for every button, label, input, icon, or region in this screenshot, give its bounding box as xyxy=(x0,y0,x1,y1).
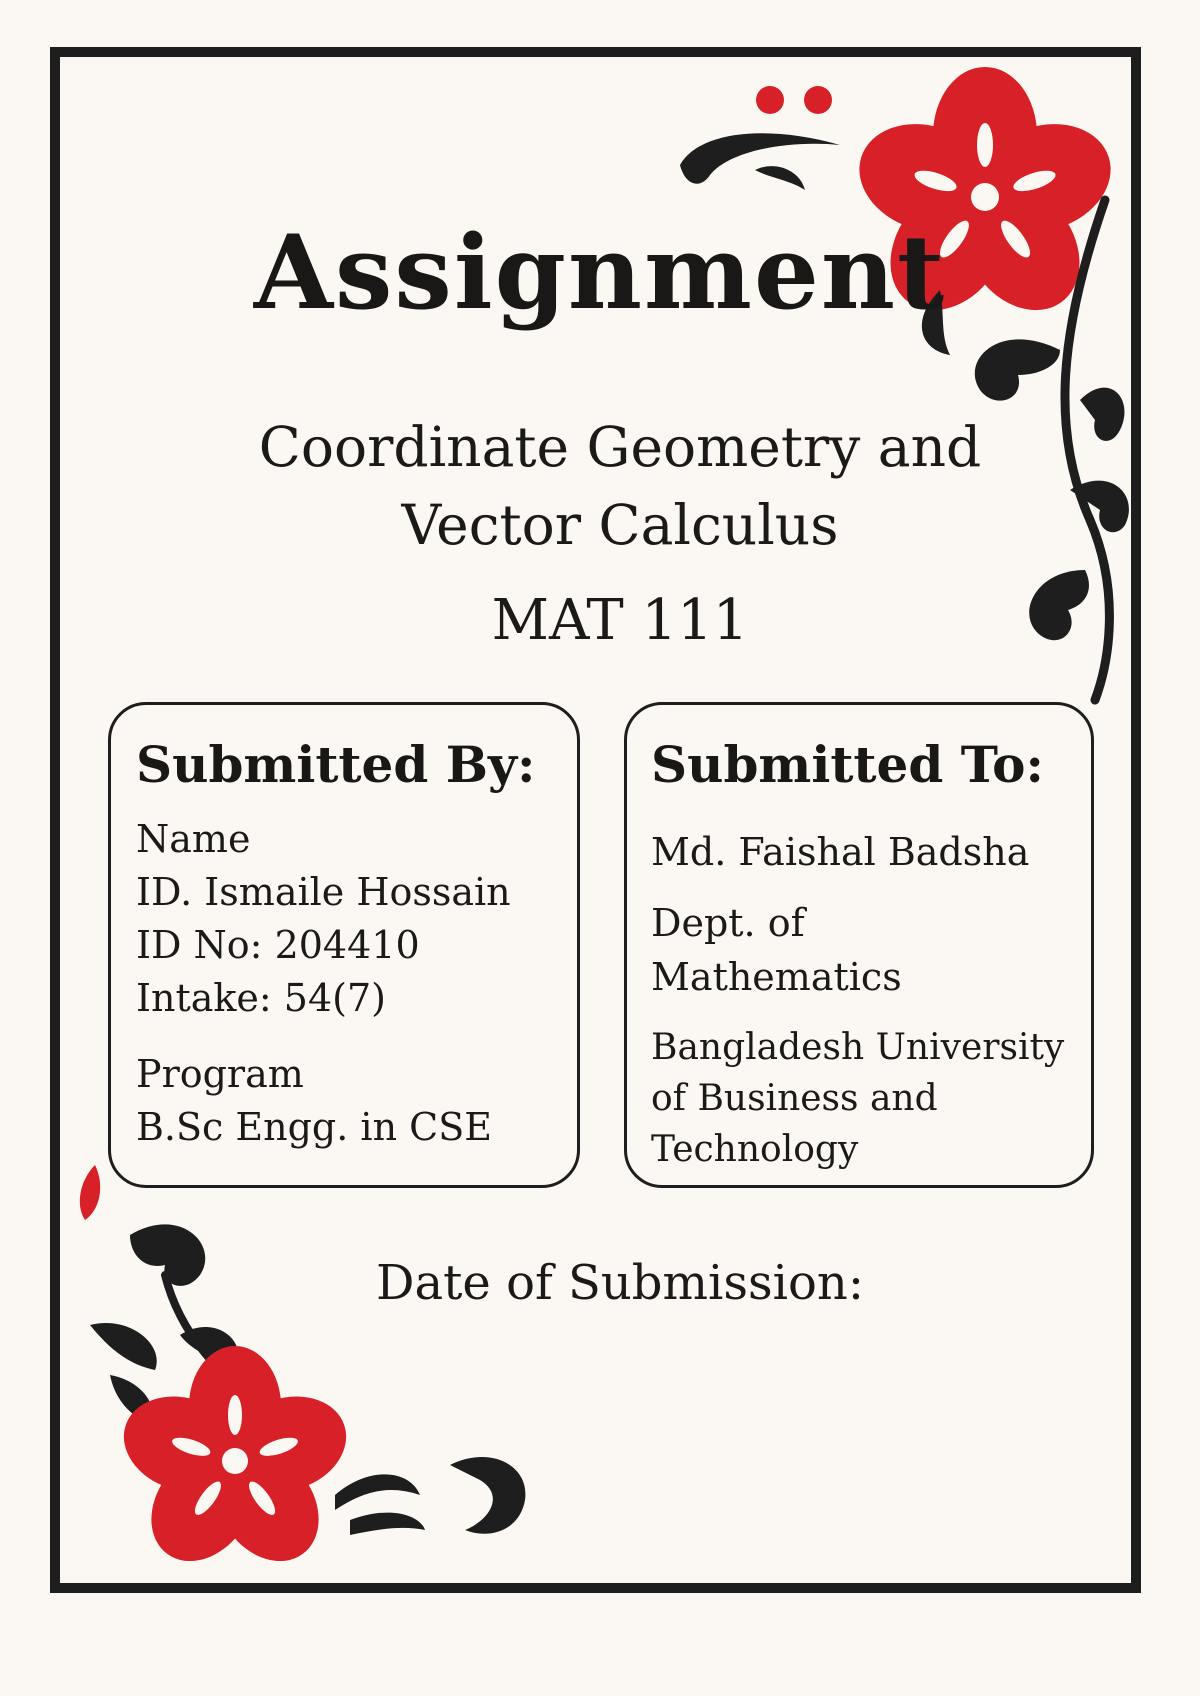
assignment-title: Assignment xyxy=(253,213,947,333)
department-line-2: Mathematics xyxy=(651,955,902,999)
ornament-swirl xyxy=(335,1474,420,1510)
submitted-to-heading: Submitted To: xyxy=(651,735,1044,794)
teacher-name: Md. Faishal Badsha xyxy=(651,830,1030,874)
ornament-drop xyxy=(80,1165,100,1220)
subject-line-1: Coordinate Geometry and xyxy=(258,415,982,479)
program-label: Program xyxy=(136,1052,304,1096)
university-line-2: of Business and xyxy=(651,1078,938,1119)
student-id: ID No: 204410 xyxy=(136,923,420,967)
course-code: MAT 111 xyxy=(491,588,749,653)
submitted-by-heading: Submitted By: xyxy=(136,735,536,794)
ornament-swirl xyxy=(975,339,1060,400)
ornament-swirl xyxy=(1070,481,1129,533)
ornament-dot xyxy=(804,86,832,114)
university-line-3: Technology xyxy=(651,1129,859,1170)
subject-title xyxy=(200,408,1040,564)
ornament-dot xyxy=(756,86,784,114)
program-value: B.Sc Engg. in CSE xyxy=(136,1105,492,1149)
submitted-by-box xyxy=(108,702,580,1188)
ornament-swirl xyxy=(755,166,805,190)
ornament-swirl xyxy=(450,1457,525,1534)
submitted-to-box xyxy=(624,702,1094,1188)
subject-line-2: Vector Calculus xyxy=(401,493,839,557)
bottom-left-flower-ornament xyxy=(70,1165,570,1565)
student-intake: Intake: 54(7) xyxy=(136,976,386,1020)
ornament-swirl xyxy=(680,133,840,183)
student-name: ID. Ismaile Hossain xyxy=(136,870,511,914)
date-of-submission-label: Date of Submission: xyxy=(376,1255,864,1311)
red-flower-small xyxy=(111,1346,358,1581)
ornament-swirl xyxy=(1080,388,1124,441)
ornament-swirl xyxy=(350,1513,425,1535)
department-line-1: Dept. of xyxy=(651,901,805,945)
university-line-1: Bangladesh University xyxy=(651,1027,1065,1068)
ornament-swirl xyxy=(90,1323,157,1370)
name-label: Name xyxy=(136,817,251,861)
